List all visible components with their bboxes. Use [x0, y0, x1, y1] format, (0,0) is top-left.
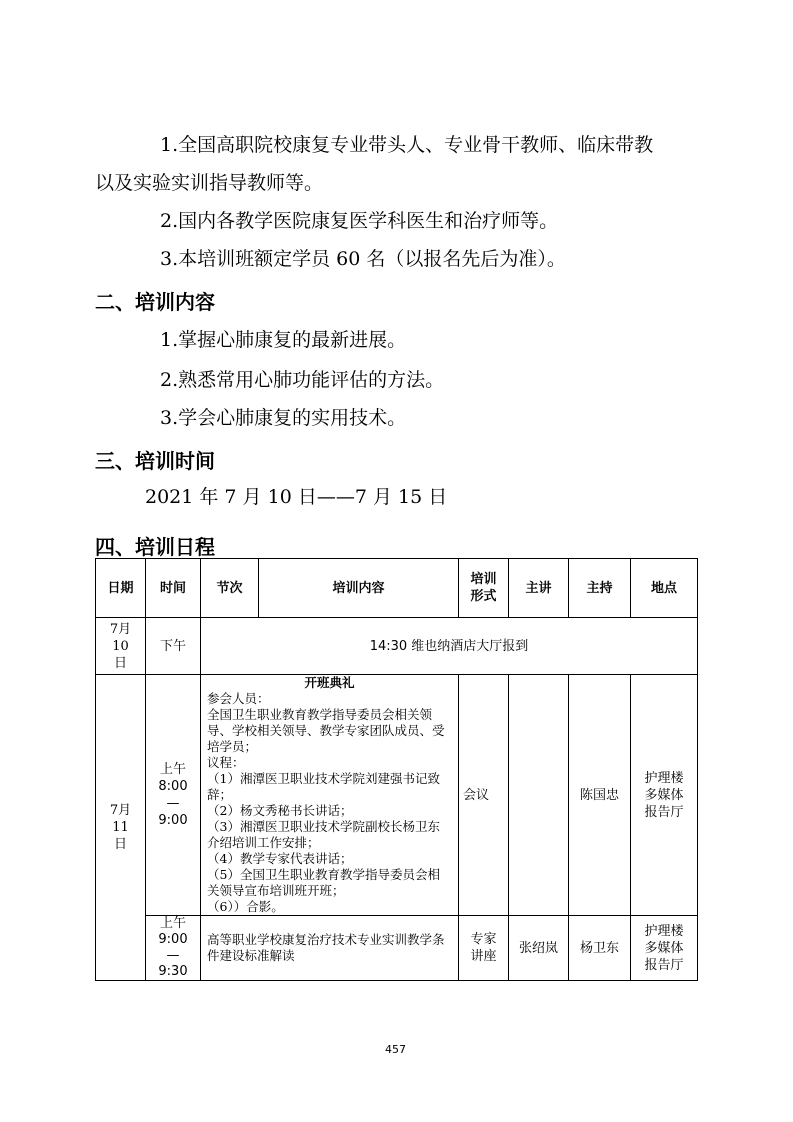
host-cell: 陈国忠	[569, 675, 631, 916]
text-line: 3.学会心肺康复的实用技术。	[160, 407, 407, 429]
header-cell: 主讲	[509, 559, 569, 618]
date-cell: 7月10日	[96, 618, 146, 675]
content-line: （3）湘潭医卫职业技术学院副校长杨卫东介绍培训工作安排；	[207, 819, 440, 850]
time-cell	[146, 916, 201, 981]
time-cell: 下午	[146, 618, 201, 675]
content-cell: 14:30 维也纳酒店大厅报到	[201, 618, 698, 675]
text-line: 1.掌握心肺康复的最新进展。	[160, 329, 407, 351]
text-line: 2.国内各教学医院康复医学科医生和治疗师等。	[160, 210, 559, 232]
place-cell: 护理楼多媒体报告厅	[631, 916, 698, 981]
table-row	[96, 916, 698, 981]
time-part: —	[166, 948, 180, 963]
header-cell: 主持	[569, 559, 631, 618]
content-title: 开班典礼	[304, 675, 355, 690]
time-part: 9:00	[158, 813, 188, 828]
content-line: （2）杨文秀秘书长讲话；	[207, 803, 353, 818]
content-line: 参会人员：	[207, 691, 270, 706]
time-part: 上午	[159, 762, 186, 777]
text-line: 1.全国高职院校康复专业带头人、专业骨干教师、临床带教	[160, 134, 654, 156]
content-line: （4）教学专家代表讲话；	[207, 851, 353, 866]
time-part: 9:30	[158, 964, 188, 979]
time-part: —	[166, 796, 180, 811]
date-cell: 7月11日	[96, 675, 146, 981]
header-cell: 培训形式	[459, 559, 509, 618]
text-line: 2.熟悉常用心肺功能评估的方法。	[160, 369, 445, 391]
content-cell	[201, 675, 459, 916]
time-part: 9:00	[158, 932, 188, 947]
text-line: 3.本培训班额定学员 60 名（以报名先后为准）。	[160, 248, 566, 270]
time-part: 上午	[159, 916, 186, 931]
section-heading: 四、培训日程	[95, 535, 215, 559]
content-line: （6））合影。	[207, 899, 284, 914]
header-cell: 节次	[201, 559, 259, 618]
header-cell: 培训内容	[259, 559, 459, 618]
section-heading: 三、培训时间	[95, 449, 215, 473]
header-cell: 地点	[631, 559, 698, 618]
text-line: 2021 年 7 月 10 日——7 月 15 日	[145, 486, 448, 508]
content-line: （1）湘潭医卫职业技术学院刘建强书记致辞；	[207, 771, 440, 802]
place-cell: 护理楼多媒体报告厅	[631, 675, 698, 916]
content-line: 议程：	[207, 755, 245, 770]
time-part: 8:00	[158, 779, 188, 794]
table-header-row	[96, 559, 698, 618]
form-cell: 会议	[459, 675, 509, 916]
form-cell: 专家讲座	[459, 916, 509, 981]
section-heading: 二、培训内容	[95, 290, 215, 314]
host-cell: 杨卫东	[569, 916, 631, 981]
table-row	[96, 618, 698, 675]
header-cell: 日期	[96, 559, 146, 618]
header-cell: 时间	[146, 559, 201, 618]
content-line: 全国卫生职业教育教学指导委员会相关领导、学校相关领导、教学专家团队成员、受培学员；	[207, 707, 445, 754]
speaker-cell	[509, 675, 569, 916]
schedule-table	[95, 558, 698, 981]
content-line: （5）全国卫生职业教育教学指导委员会相关领导宣布培训班开班；	[207, 867, 440, 898]
text-line: 以及实验实训指导教师等。	[95, 172, 324, 194]
time-cell	[146, 675, 201, 916]
table-row	[96, 675, 698, 916]
content-cell: 高等职业学校康复治疗技术专业实训教学条件建设标准解读	[201, 916, 459, 981]
speaker-cell: 张绍岚	[509, 916, 569, 981]
page-number: 457	[385, 1043, 406, 1056]
